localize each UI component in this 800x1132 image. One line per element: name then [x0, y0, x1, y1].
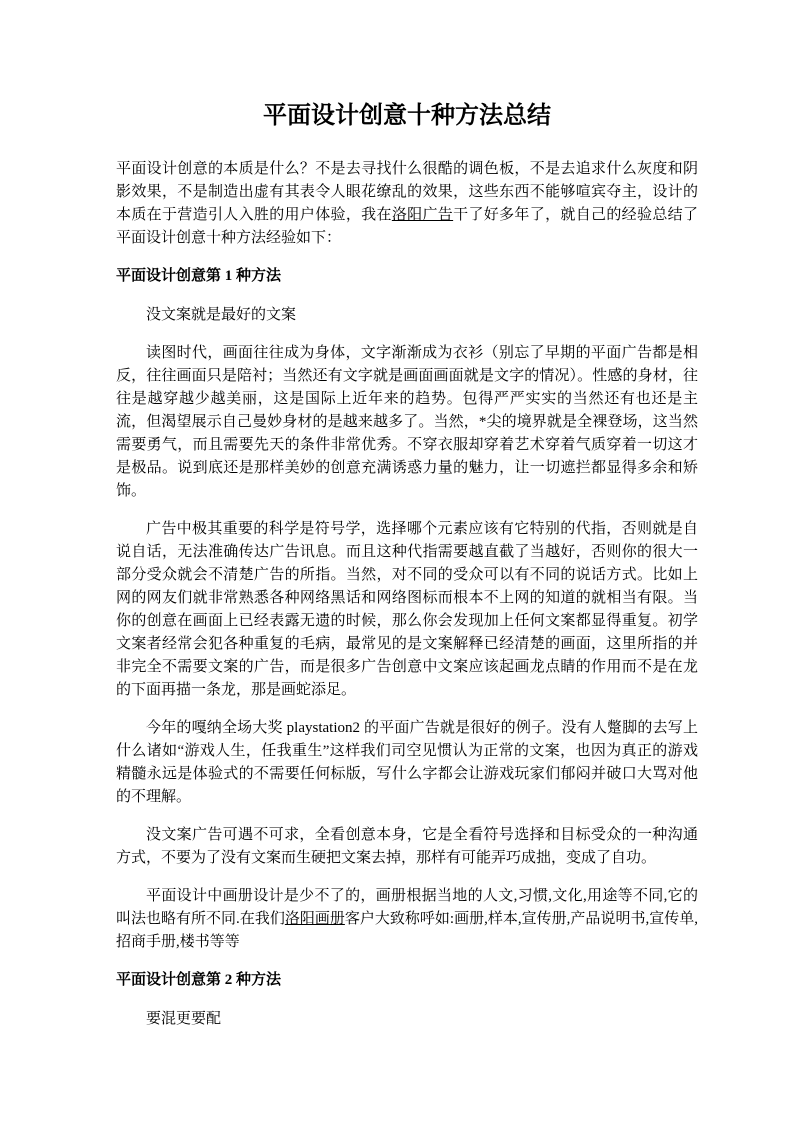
method1-paragraph-2: 广告中极其重要的科学是符号学，选择哪个元素应该有它特别的代指，否则就是自说自话，无法准确传达广告讯息。而且这种代指需要越直截了当越好，否则你的很大一部分受众就会不清楚广告的所指。当然，对不同的受众可以有不同的说话方式。比如上网的网友们就非常熟悉各种网络黑话和网络图标而根本不上网的知道的就相当有限。当你的创意在画面上已经表露无遗的时候，那么你会发现加上任何文案都显得重复。初学文案者经常会犯各种重复的毛病，最常见的是文案解释已经清楚的画面，这里所指的并非完全不需要文案的广告，而是很多广告创意中文案应该起画龙点睛的作用而不是在龙的下面再描一条龙，那是画蛇添足。 [116, 521, 698, 698]
method1-paragraph-4: 没文案广告可遇不可求，全看创意本身，它是全看符号选择和目标受众的一种沟通方式，不要为了没有文案而生硬把文案去掉，那样有可能弄巧成拙，变成了自功。 [116, 827, 698, 866]
intro-text-after: 干了好多年了，就自己的经验总结了平面设计创意十种方法经验如下： [116, 207, 698, 246]
method1-paragraph-5-after: 客户大致称呼如:画册,样本,宣传册,产品说明书,宣传单,招商手册,楼书等等 [116, 911, 698, 950]
method1-paragraph-5 [116, 885, 698, 954]
document-title: 平面设计创意十种方法总结 [263, 103, 551, 129]
intro-text-before: 平面设计创意的本质是什么？不是去寻找什么很酷的调色板，不是去追求什么灰度和阴影效果，不是制造出虚有其表令人眼花缭乱的效果，这些东西不能够喧宾夺主，设计的本质在于营造引人入胜的用户体验，我在 [116, 161, 698, 223]
method1-paragraph-1: 读图时代，画面往往成为身体，文字渐渐成为衣衫（别忘了早期的平面广告都是相反，往往画面只是陪衬；当然还有文字就是画面画面就是文字的情况）。性感的身材，往往是越穿越少越美丽，这是国际上近年来的趋势。包得严严实实的当然还有也还是主流，但渴望展示自己曼妙身材的是越来越多了。当然，*尖的境界就是全裸登场，这当然需要勇气，而且需要先天的条件非常优秀。不穿衣服却穿着艺术穿着气质穿着一切这才是极品。说到底还是那样美妙的创意充满诱惑力量的魅力，让一切遮拦都显得多余和矫饰。 [116, 345, 698, 499]
method1-tagline: 没文案就是最好的文案 [146, 307, 297, 323]
method1-heading: 平面设计创意第 1 种方法 [116, 268, 282, 284]
method1-paragraph-3: 今年的嘎纳全场大奖 playstation2 的平面广告就是很好的例子。没有人蹩脚的去写上什么诸如“游戏人生，任我重生”这样我们司空见惯认为正常的文案，也因为真正的游戏精髓永远是体验式的不需要任何标版，写什么字都会让游戏玩家们郁闷并破口大骂对他的不理解。 [116, 720, 698, 805]
luoyang-guanggao-link[interactable]: 洛阳广告 [391, 207, 454, 223]
method2-heading: 平面设计创意第 2 种方法 [116, 972, 282, 988]
intro-paragraph [116, 158, 698, 250]
luoyang-huace-link[interactable]: 洛阳画册 [284, 911, 345, 927]
method1-paragraph-5-before: 平面设计中画册设计是少不了的，画册根据当地的人文,习惯,文化,用途等不同,它的叫法也略有所不同.在我们 [116, 888, 698, 927]
method2-tagline: 要混更要配 [146, 1011, 222, 1027]
